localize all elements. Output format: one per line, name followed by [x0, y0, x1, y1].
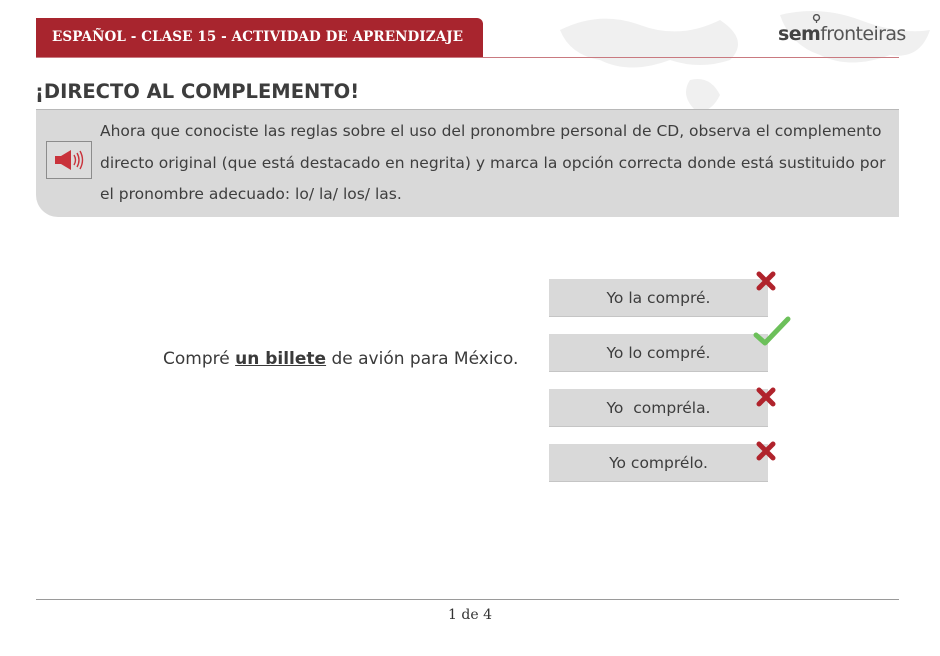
speaker-icon	[47, 142, 91, 178]
logo-text-bold: sem	[778, 23, 821, 45]
sentence-before: Compré	[163, 349, 236, 369]
footer-divider	[36, 599, 899, 600]
header-banner	[36, 18, 483, 58]
option-button-4[interactable]: Yo comprélo.	[549, 444, 768, 482]
incorrect-x-icon	[755, 440, 777, 462]
activity-title: ¡DIRECTO AL COMPLEMENTO!	[35, 80, 360, 103]
sentence-after: de avión para México.	[326, 349, 519, 369]
option-button-3[interactable]: Yo compréla.	[549, 389, 768, 427]
audio-button[interactable]	[46, 141, 92, 179]
location-pin-icon	[812, 14, 821, 23]
logo-text	[778, 23, 906, 45]
option-button-1[interactable]: Yo la compré.	[549, 279, 768, 317]
page-indicator: 1 de 4	[448, 607, 492, 623]
incorrect-x-icon	[755, 386, 777, 408]
direct-object: un billete	[235, 349, 327, 369]
header-title: ESPAÑOL - CLASE 15 - ACTIVIDAD DE APRENDIZAJE	[52, 29, 464, 45]
instructions-panel	[36, 109, 899, 217]
option-button-2[interactable]: Yo lo compré.	[549, 334, 768, 372]
incorrect-x-icon	[755, 270, 777, 292]
header-divider	[36, 57, 899, 58]
original-sentence	[163, 349, 518, 369]
logo-text-rest: fronteiras	[820, 23, 906, 45]
instructions-text: Ahora que conociste las reglas sobre el uso del pronombre personal de CD, observa el complemento directo original (que está destacado en negrita) y marca la opción correcta donde está sustituido por el pronombre adecuado: lo/ la/ los/ las.	[100, 122, 886, 203]
brand-logo	[778, 14, 906, 46]
correct-check-icon	[752, 315, 792, 349]
